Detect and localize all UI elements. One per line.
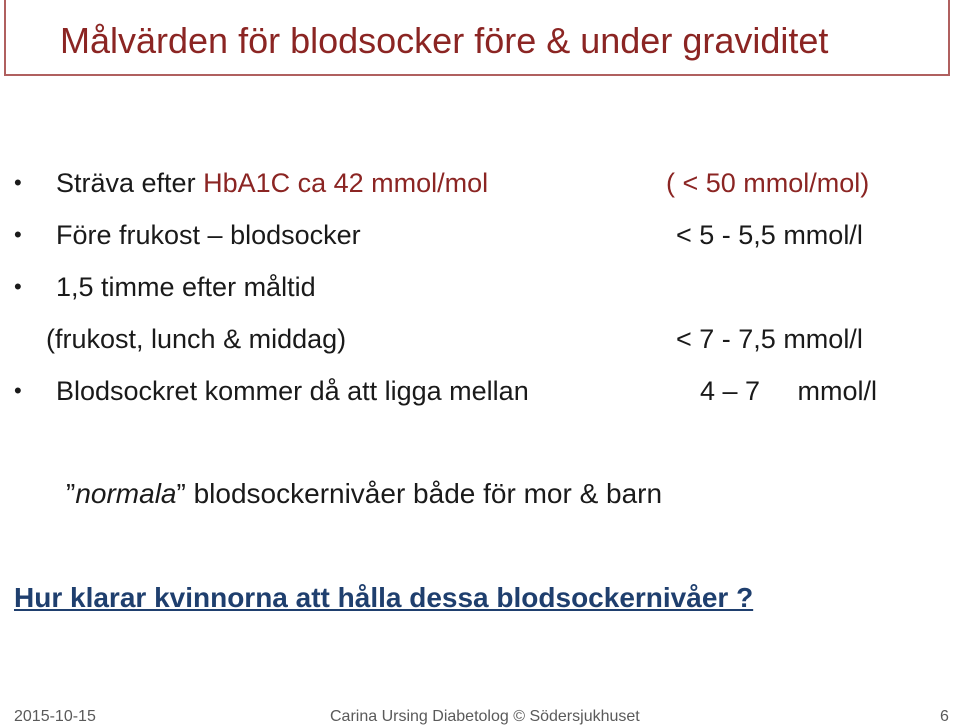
- note-open-quote: ”: [66, 478, 76, 509]
- footer-page-number: 6: [940, 708, 949, 725]
- question-text: Hur klarar kvinnorna att hålla dessa blodsockernivåer ?: [14, 582, 754, 613]
- bullet-4-label: Blodsockret kommer då att ligga mellan: [56, 376, 529, 406]
- bullet-2-value: < 5 - 5,5 mmol/l: [676, 220, 863, 250]
- bullet-icon: •: [14, 170, 22, 195]
- bullet-4-value: 4 – 7 mmol/l: [700, 376, 878, 406]
- note-close-quote: ”: [176, 478, 186, 509]
- footer-author: Carina Ursing Diabetolog © Södersjukhuset: [330, 708, 640, 725]
- bullet-icon: •: [14, 378, 22, 403]
- slide-title: Målvärden för blodsocker före & under graviditet: [60, 20, 829, 61]
- bullet-1-label-plain: Sträva efter: [56, 168, 204, 198]
- footer-date: 2015-10-15: [14, 708, 96, 725]
- note-rest: blodsockernivåer både för mor & barn: [185, 478, 663, 509]
- bullet-icon: •: [14, 222, 22, 247]
- note-italic-word: normala: [75, 478, 177, 509]
- bullet-1-label-accent: HbA1C ca 42 mmol/mol: [203, 168, 489, 198]
- bullet-3-continuation: (frukost, lunch & middag): [46, 324, 347, 354]
- bullet-2-label: Före frukost – blodsocker: [56, 220, 361, 250]
- bullet-3-label: 1,5 timme efter måltid: [56, 272, 316, 302]
- bullet-1-label: [56, 168, 488, 199]
- normal-levels-note: [66, 478, 662, 510]
- bullet-icon: •: [14, 274, 22, 299]
- bullet-3-value: < 7 - 7,5 mmol/l: [676, 324, 863, 354]
- bullet-1-value: ( < 50 mmol/mol): [666, 168, 870, 198]
